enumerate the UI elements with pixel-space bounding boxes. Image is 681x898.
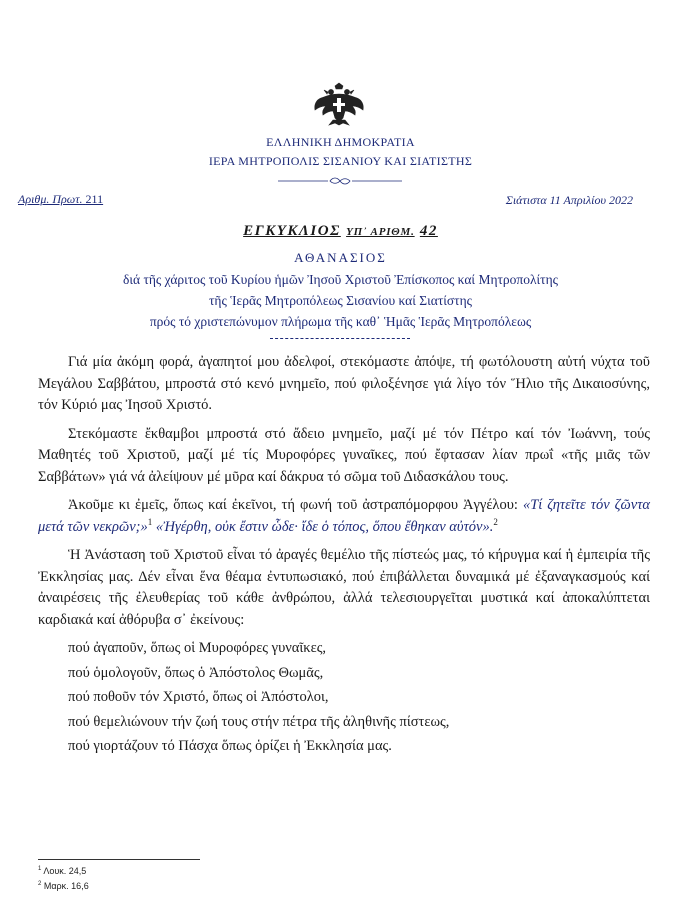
metropolitan-name: ΑΘΑΝΑΣΙΟΣ <box>294 250 387 265</box>
angel-quote-1: «Τί ζητεῖτε τόν ζῶντα μετά τῶν νεκρῶν;» <box>38 497 650 535</box>
paragraph-4: Ἡ Ἀνάσταση τοῦ Χριστοῦ εἶναι τό ἀραγές θεμέλιο τῆς πίστεώς μας, τό κήρυγμα καί ἡ ἐμπειρία τῆς Ἐκκλησίας μας. Δέν εἶναι ἕνα θέαμα ἐντυπωσιακό, πού ἐπιβάλλεται δυναμικά μέ ἐξαναγκασμούς καί ἀναιρέσεις τῆς ἐλευθερίας τοῦ κάθε ἀνθρώπου, ἀλλά τελεσιουργεῖται μυστικά καί ἀποκαλύπτεται καρδιακά καί ἀθόρυβα σ᾽ ἐκείνους: <box>38 547 650 628</box>
encyclical-title <box>0 223 681 240</box>
list-item: πού θεμελιώνουν τήν ζωή τους στήν πέτρα τῆς ἀληθινῆς πίστεως, <box>68 713 450 730</box>
paragraph-2-text: Στεκόμαστε ἔκθαμβοι μπροστά στό ἄδειο μνημεῖο, μαζί μέ τόν Πέτρο καί τόν Ἰωάννη, τούς Μαθητές τοῦ Χριστοῦ, μαζί μέ τίς Μυροφόρες γυναῖκες, πού ἔφτασαν λίαν πρωΐ <box>38 425 650 463</box>
letter-body <box>38 352 650 761</box>
place-date: Σιάτιστα 11 Απριλίου 2022 <box>505 193 633 207</box>
list-item: πού ἀγαποῦν, ὅπως οἱ Μυροφόρες γυναῖκες, <box>68 640 327 656</box>
footnote-2 <box>38 881 89 891</box>
faithful-list <box>38 638 650 758</box>
footnote-rule <box>38 859 200 860</box>
protocol-number <box>18 192 103 207</box>
list-item: πού γιορτάζουν τό Πάσχα ὅπως ὁρίζει ἡ Ἐκκλησία μας. <box>68 738 392 754</box>
protocol-value: 211 <box>85 192 104 206</box>
footnote-1-mark: 1 <box>38 866 42 872</box>
protocol-label: Αριθμ. Πρωτ. <box>18 192 83 206</box>
footnote-1-text: Λουκ. 24,5 <box>43 866 87 876</box>
encyclical-number-label: ΥΠ᾽ ΑΡΙΘΜ. <box>346 226 415 238</box>
footnote-ref-2: 2 <box>493 516 498 527</box>
encyclical-number: 42 <box>419 223 438 239</box>
paragraph-1: Γιά μία ἀκόμη φορά, ἀγαπητοί μου ἀδελφοί, στεκόμαστε ἀπόψε, τή φωτόλουστη αὐτή νύχτα τοῦ Μεγάλου Σαββάτου, μπροστά στό κενό μνημεῖο, πού φιλοξένησε γιά λίγο τόν Ἥλιο τῆς Δικαιοσύνης, τόν Κύριό μας Ἰησοῦ Χριστό. <box>38 354 650 413</box>
paragraph-3 <box>38 495 650 538</box>
ornament-divider-icon <box>278 176 402 186</box>
address-line-1: διά τῆς χάριτος τοῦ Κυρίου ἡμῶν Ἰησοῦ Χριστοῦ Ἐπίσκοπος καί Μητροπολίτης <box>123 272 558 287</box>
country-heading: ΕΛΛΗΝΙΚΗ ΔΗΜΟΚΡΑΤΙΑ <box>266 135 415 149</box>
list-item: πού ὁμολογοῦν, ὅπως ὁ Ἀπόστολος Θωμᾶς, <box>68 664 324 681</box>
paragraph-2-quote: «τῆς μιᾶς τῶν Σαββάτων» <box>38 447 650 485</box>
paragraph-2 <box>38 424 650 489</box>
paragraph-2-text-end: γιά νά ἀλείψουν μέ μῦρα καί δάκρυα τό σῶμα τοῦ Διδασκάλου τους. <box>105 468 509 485</box>
paragraph-3-text: Ἀκοῦμε κι ἐμεῖς, ὅπως καί ἐκεῖνοι, τή φωνή τοῦ ἀστραπόμορφου Ἀγγέλου: <box>68 497 523 513</box>
footnote-1 <box>38 866 86 876</box>
metropolis-heading: ΙΕΡΑ ΜΗΤΡΟΠΟΛΙΣ ΣΙΣΑΝΙΟΥ ΚΑΙ ΣΙΑΤΙΣΤΗΣ <box>208 154 473 168</box>
address-separator <box>270 338 410 339</box>
encyclical-word: ΕΓΚΥΚΛΙΟΣ <box>243 223 341 239</box>
address-line-2: τῆς Ἱερᾶς Μητροπόλεως Σισανίου καί Σιατίστης <box>209 293 472 308</box>
footnote-2-mark: 2 <box>38 881 42 887</box>
footnote-2-text: Μαρκ. 16,6 <box>43 881 89 891</box>
footnote-ref-1: 1 <box>147 516 153 527</box>
list-item: πού ποθοῦν τόν Χριστό, ὅπως οἱ Ἀπόστολοι, <box>68 689 329 705</box>
address-line-3: πρός τό χριστεπώνυμον πλήρωμα τῆς καθ᾽ Ἡμᾶς Ἱερᾶς Μητροπόλεως <box>149 314 532 329</box>
double-headed-eagle-emblem-icon <box>313 82 365 126</box>
angel-quote-2: «Ἠγέρθη, οὐκ ἔστιν ὧδε· ἴδε ὁ τόπος, ὅπου ἔθηκαν αὐτόν». <box>152 518 494 535</box>
